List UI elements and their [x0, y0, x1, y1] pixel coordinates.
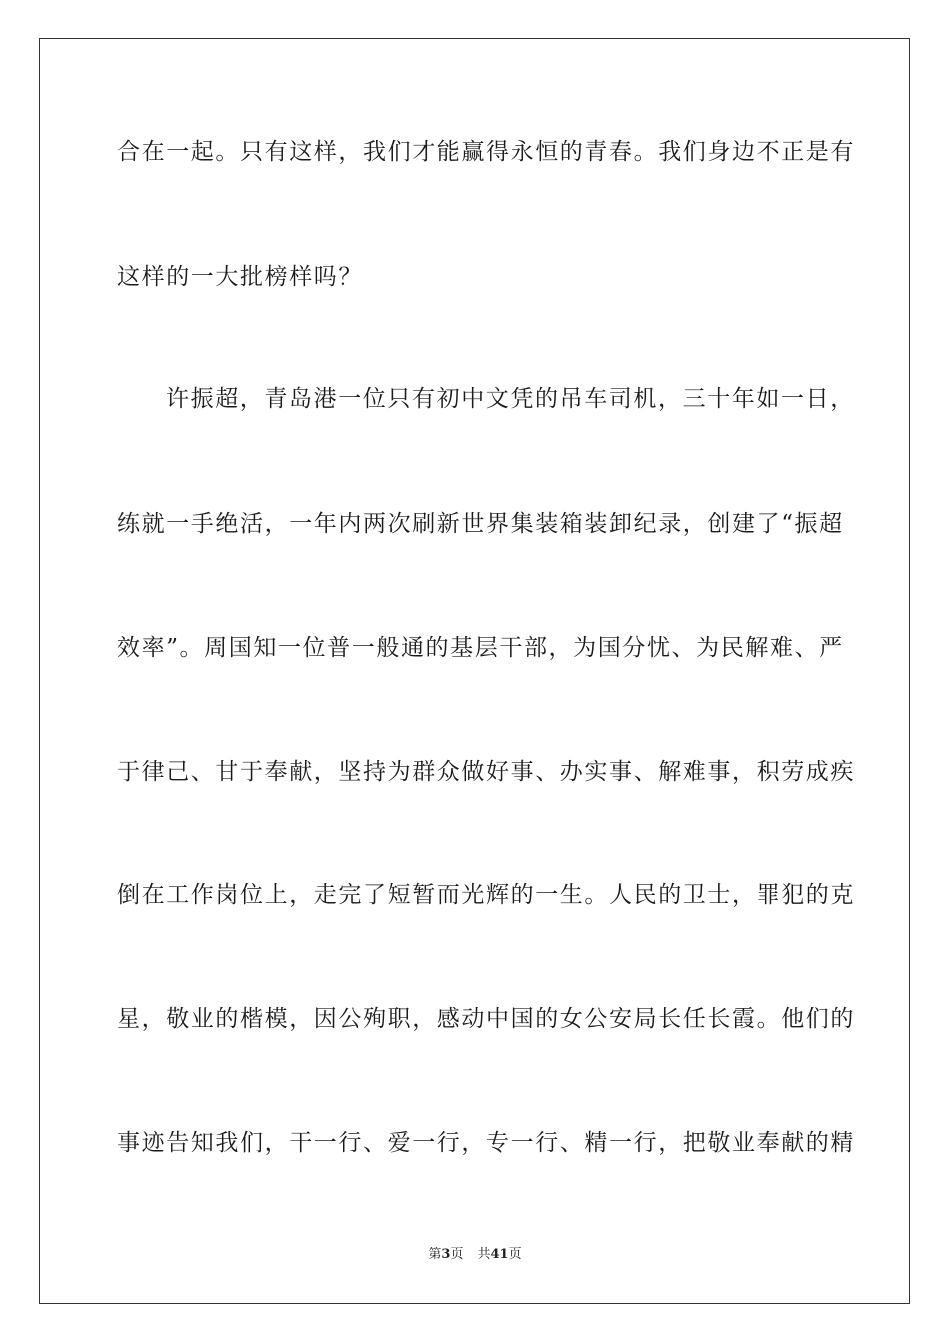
text-line: 效率”。周国知一位普一般通的基层干部，为国分忧、为民解难、严: [117, 635, 844, 661]
text-line: 许振超，青岛港一位只有初中文凭的吊车司机，三十年如一日，: [166, 386, 855, 412]
page-number: 3: [441, 1247, 451, 1262]
total-suffix: 页: [508, 1247, 522, 1262]
page-suffix: 页: [450, 1247, 464, 1262]
text-line: 倒在工作岗位上，走完了短暂而光辉的一生。人民的卫士，罪犯的克: [117, 882, 855, 908]
total-prefix: 共: [477, 1247, 491, 1262]
text-line: 练就一手绝活，一年内两次刷新世界集装箱装卸纪录，创建了“振超: [117, 511, 844, 537]
text-line: 于律己、甘于奉献，坚持为群众做好事、办实事、解难事，积劳成疾: [117, 759, 855, 785]
total-pages: 41: [490, 1247, 509, 1262]
text-line: 合在一起。只有这样，我们才能赢得永恒的青春。我们身边不正是有: [117, 139, 855, 165]
text-line: 事迹告知我们，干一行、爱一行，专一行、精一行，把敬业奉献的精: [117, 1130, 855, 1156]
text-line: 星，敬业的楷模，因公殉职，感动中国的女公安局长任长霞。他们的: [117, 1006, 855, 1032]
page-footer: [0, 1246, 950, 1264]
text-line: 这样的一大批榜样吗？: [117, 264, 363, 290]
page-frame: [39, 38, 910, 1304]
page-prefix: 第: [428, 1247, 442, 1262]
